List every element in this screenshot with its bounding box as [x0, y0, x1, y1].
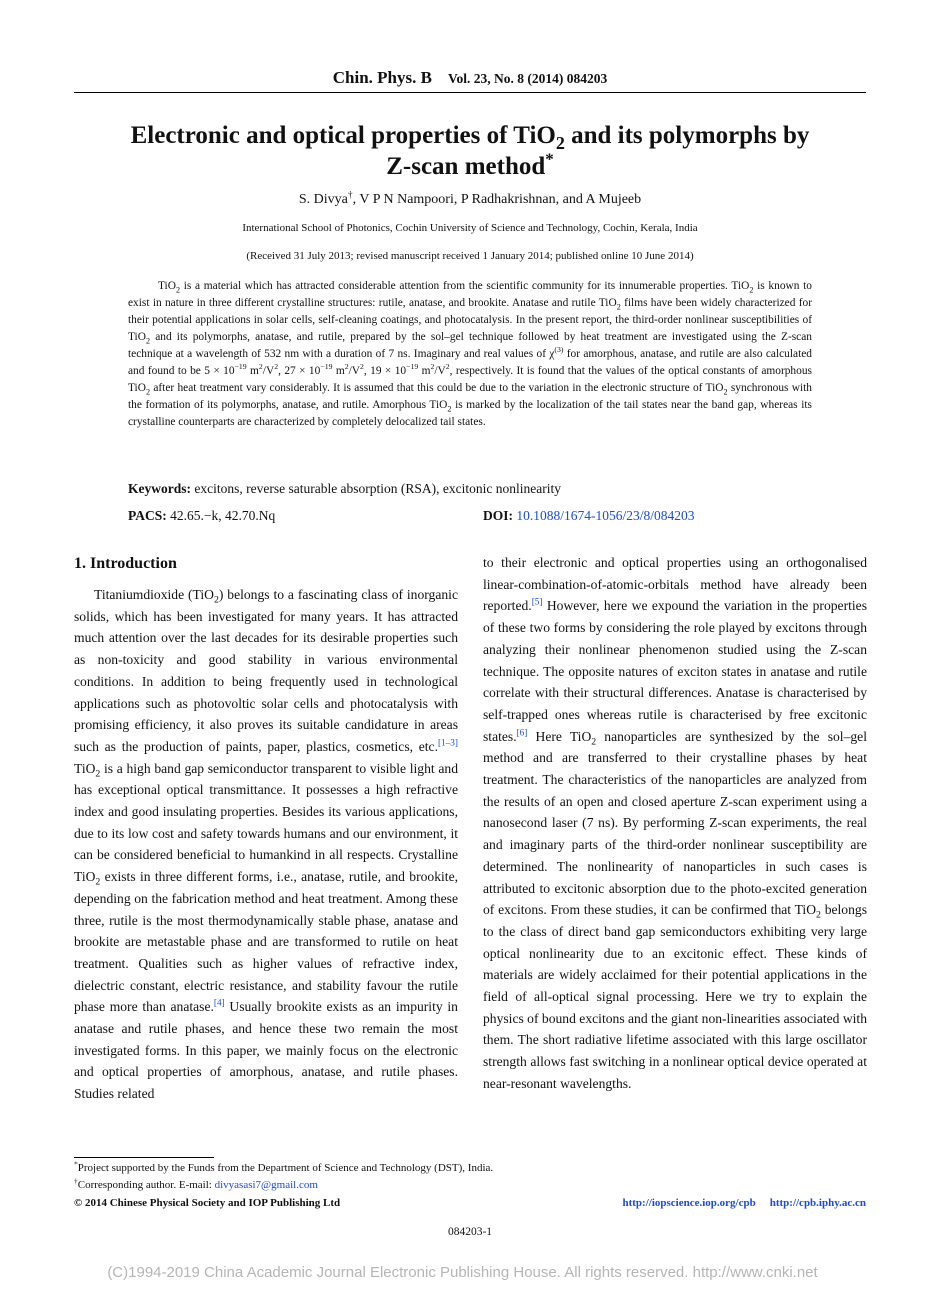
subscript: 2 — [95, 768, 101, 780]
superscript: 2 — [445, 362, 450, 372]
abstract-text: m — [332, 365, 345, 377]
footnote-mark: * — [74, 1159, 78, 1169]
subscript: 2 — [95, 876, 101, 888]
abstract-text: and its polymorphs, anatase, and rutile, prepared by the sol–gel technique followed by heat treatment are investigated using the Z-scan technique at a wavelength of 532 nm with a duration of 7 ns. Imaginary and real values of χ — [128, 331, 812, 360]
subscript: 2 — [816, 909, 821, 921]
body-text: belongs to the class of direct band gap semiconductors exhibiting very large optical nonlinearity due to an excitonic effect. These kinds of materials are widely acclaimed for their potential applications in the field of all-optical signal processing. Here we try to explain the physics of bound excitons and the giant non-linearities associated with them. The short radiative lifetime associated with this large oscillator strength allows fast switching in a nonlinear optical device operated at near-resonant wavelengths. — [483, 902, 867, 1091]
body-text: Titaniumdioxide (TiO — [94, 587, 214, 602]
journal-links — [560, 1197, 866, 1209]
journal-name: Chin. Phys. B — [332, 68, 432, 87]
column-right — [483, 552, 867, 1095]
superscript: 2 — [430, 362, 435, 372]
footnote-project — [74, 1159, 494, 1174]
column-left — [74, 584, 458, 1105]
doi — [483, 508, 863, 524]
pacs-label: PACS: — [128, 508, 167, 523]
title-part: and its polymorphs by — [564, 122, 810, 149]
body-text: Here TiO — [527, 728, 592, 744]
abstract-text: /V — [348, 365, 360, 377]
body-text: exists in three different forms, i.e., anatase, rutile, and brookite, depending on the fabrication method and heat treatment. Among these three, rutile is the most thermodynamically stable phase, anatase and brookite are metastable phase and are transformed to rutile on heat treatment. Qualities such as higher values of refractive index, dielectric constant, electric resistance, and stability favour the rutile phase more than anatase. — [74, 869, 458, 1015]
subscript: 2 — [616, 302, 621, 312]
body-text: Usually brookite exists as an impurity in anatase and rutile phases, and hence these two remain the most investigated forms. In this paper, we mainly focus on the electronic and optical properties of amorphous, anatase, and rutile phases. Studies related — [74, 999, 458, 1102]
abstract-text: synchronous with the formation of its polymorphs, anatase, and rutile. Amorphous TiO — [128, 382, 812, 411]
abstract-text: /V — [262, 365, 275, 377]
abstract-text: for amorphous, anatase, and rutile are also calculated and found to be 5 × 10 — [128, 348, 813, 377]
abstract-text: , respectively. It is found that the values of the optical constants of amorphous TiO — [128, 365, 812, 394]
superscript: −19 — [320, 362, 333, 372]
pacs — [128, 508, 468, 524]
header-rule — [74, 92, 866, 93]
subscript: 2 — [447, 404, 452, 414]
subscript: 2 — [723, 387, 728, 397]
superscript: −19 — [234, 362, 247, 372]
keywords — [128, 481, 812, 497]
citation-link[interactable]: [4] — [213, 997, 225, 1008]
title-subscript: 2 — [555, 133, 565, 153]
subscript: 2 — [213, 594, 219, 606]
footnote-text: Corresponding author. E-mail: — [77, 1179, 215, 1191]
subscript: 2 — [145, 336, 151, 346]
keywords-label: Keywords: — [128, 481, 191, 496]
abstract-text: films have been widely characterized for their potential applications in solar cells, self-cleaning coatings, and photocatalysis. In the present report, the third-order nonlinear susceptibilities of TiO — [128, 297, 812, 343]
copyright: © 2014 Chinese Physical Society and IOP Publishing Ltd — [74, 1197, 341, 1209]
subscript: 2 — [591, 736, 597, 748]
body-text: nanoparticles are synthesized by the sol–gel method and are transferred to their crystalline phases by heat treatment. The characteristics of the nanoparticles are analyzed from the results of an open and closed aperture Z-scan experiment using a nanosecond laser (7 ns). By performing Z-scan experiments, the real and imaginary parts of the third-order nonlinear susceptibility are determined. The nonlinearity of nanoparticles in such cases is attributed to excitonic absorption due to the photo-excited generation of excitons. From these studies, it can be confirmed that TiO — [483, 728, 867, 918]
citation-link[interactable]: [5] — [531, 596, 543, 607]
authors — [74, 192, 866, 208]
superscript: 2 — [344, 362, 349, 372]
author-rest: , V P N Nampoori, P Radhakrishnan, and A Mujeeb — [352, 192, 642, 207]
superscript: 2 — [258, 362, 263, 372]
received-dates: (Received 31 July 2013; revised manuscript received 1 January 2014; published online 10 June 2014) — [246, 250, 694, 262]
abstract-text: , 19 × 10 — [363, 365, 407, 377]
subscript: 2 — [145, 387, 151, 397]
journal-header — [74, 68, 866, 88]
abstract-text: /V — [434, 365, 446, 377]
abstract-text: is known to exist in nature in three different crystalline structures: rutile, anatase, and brookite. Anatase and rutile TiO — [128, 280, 812, 309]
footnote-mark: † — [74, 1176, 78, 1186]
abstract — [128, 278, 812, 431]
subscript: 2 — [175, 285, 181, 295]
title-part: Electronic and optical properties of TiO — [130, 122, 556, 149]
email-link[interactable]: divyasasi7@gmail.com — [214, 1179, 318, 1191]
abstract-text: m — [418, 365, 431, 377]
body-text: to their electronic and optical properties using an orthogonalised linear-combination-of-atomic-orbitals method have already been reported. — [483, 555, 867, 614]
abstract-text: m — [246, 365, 259, 377]
title-star: * — [545, 149, 554, 169]
body-text: is a high band gap semiconductor transparent to visible light and has exceptional optical transmittance. It possesses a high refractive index and good insulating properties. Besides its various applications, due to its low cost and safety towards humans and our environment, it can be considered beneficial to humankind in all respects. Crystalline TiO — [74, 760, 458, 885]
body-text: TiO — [74, 760, 96, 776]
footnote-text: Project supported by the Funds from the Department of Science and Technology (DST), India. — [77, 1162, 494, 1174]
doi-link[interactable]: 10.1088/1674-1056/23/8/084203 — [516, 508, 695, 523]
abstract-text: TiO — [158, 280, 176, 292]
abstract-text: after heat treatment vary considerably. It is assumed that this could be due to the variation in the electronic structure of TiO — [150, 382, 724, 394]
page-number: 084203-1 — [447, 1226, 493, 1238]
superscript: 2 — [360, 362, 364, 372]
subscript: 2 — [749, 285, 754, 295]
section-heading: 1. Introduction — [74, 555, 177, 572]
citation-link[interactable]: [6] — [516, 727, 528, 738]
journal-volume: Vol. 23, No. 8 (2014) 084203 — [447, 71, 608, 86]
iop-link[interactable]: http://iopscience.iop.org/cpb — [622, 1197, 756, 1209]
cpb-link[interactable]: http://cpb.iphy.ac.cn — [769, 1197, 866, 1209]
footnote-corresponding — [74, 1176, 318, 1191]
body-text: However, here we expound the variation in the properties of these two forms by considering the role played by excitons through analyzing their nonlinear phenomenon studied using the Z-scan technique. The opposite natures of exciton states in anatase and rutile correlate with their structural differences. Anatase is characterised by self-trapped ones whereas rutile is characterised by free excitonic states. — [483, 598, 867, 744]
affiliation: International School of Photonics, Cochin University of Science and Technology, Cochin, Kerala, India — [242, 222, 698, 234]
paper-title — [74, 120, 866, 182]
superscript: −19 — [406, 362, 419, 372]
abstract-text: is marked by the localization of the tail states near the band gap, whereas its crystalline counterparts are characterized by completely delocalized tail states. — [128, 399, 812, 428]
body-text: ) belongs to a fascinating class of inorganic solids, which has been investigated for many years. It has attracted much attention over the last decades for its desirable properties such as non-toxicity and good stability in various environmental conditions. In addition to being frequently used in technological applications such as photovoltic solar cells and photocatalysis with promising efficiency, it also proves its suitable candidature in areas such as the production of paints, paper, plastics, cosmetics, etc. — [74, 587, 458, 754]
superscript: 2 — [274, 362, 279, 372]
keywords-text: excitons, reverse saturable absorption (RSA), excitonic nonlinearity — [191, 481, 562, 496]
pacs-text: 42.65.−k, 42.70.Nq — [166, 508, 276, 523]
author-dagger: † — [347, 190, 353, 201]
doi-label: DOI: — [483, 508, 513, 523]
abstract-text: , 27 × 10 — [278, 365, 321, 377]
author-first: S. Divya — [298, 192, 348, 207]
citation-link[interactable]: [1–3] — [437, 737, 458, 748]
footnote-rule — [74, 1157, 214, 1158]
superscript: (3) — [554, 345, 564, 355]
title-part: Z-scan method — [386, 153, 546, 180]
abstract-text: is a material which has attracted considerable attention from the scientific community for its innumerable properties. TiO — [180, 280, 750, 292]
watermark: (C)1994-2019 China Academic Journal Electronic Publishing House. All rights reserved. http://www.cnki.net — [107, 1264, 818, 1281]
